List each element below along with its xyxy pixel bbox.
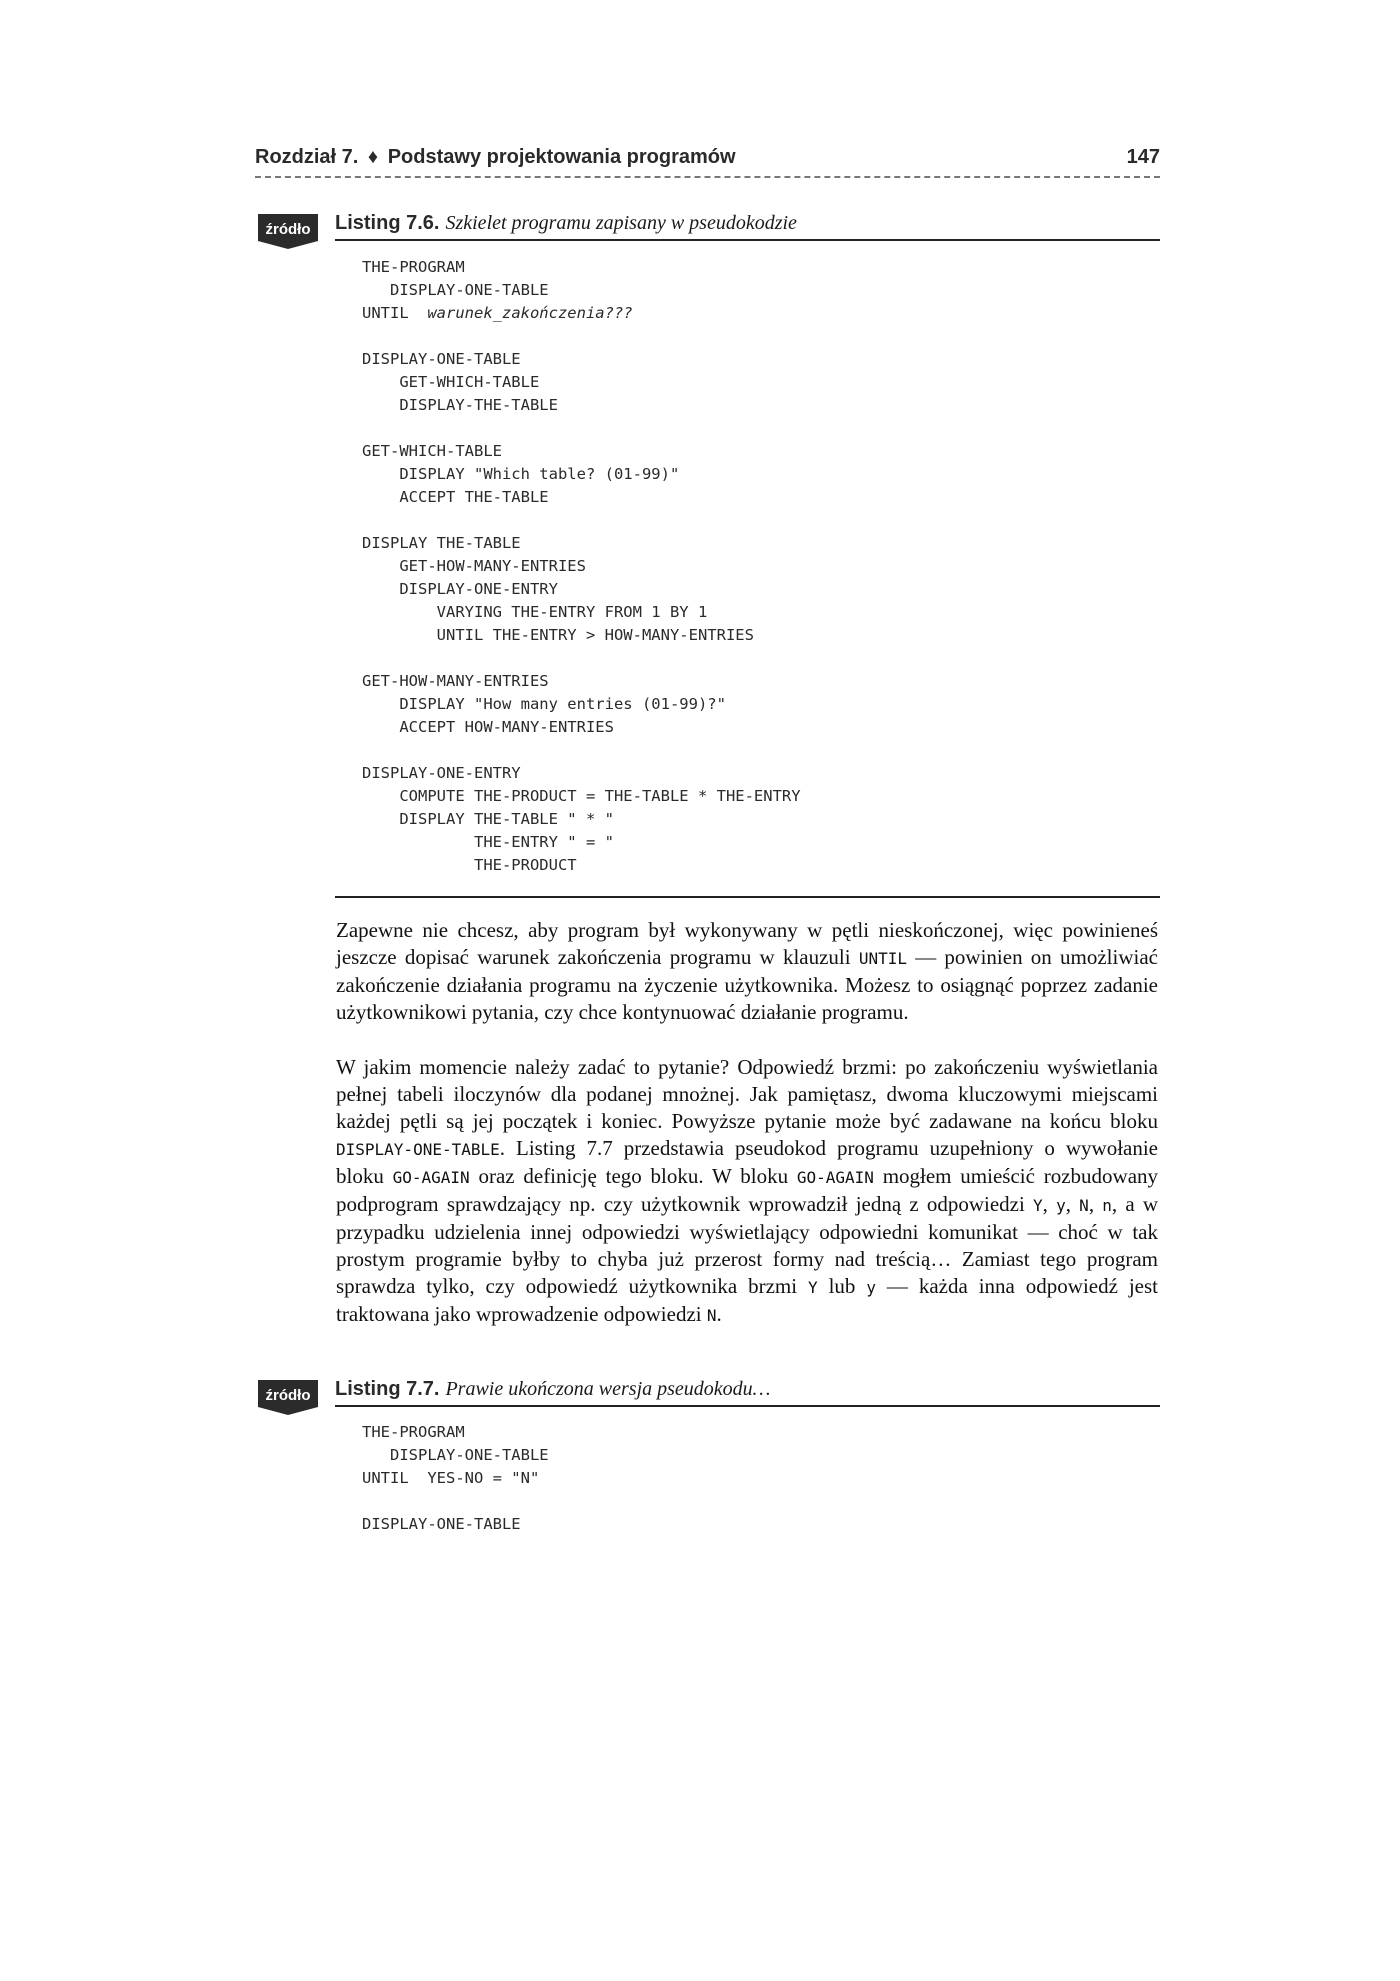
listing-caption-7-7	[335, 1378, 1160, 1401]
code-line	[362, 739, 801, 762]
code-line: THE-ENTRY " = "	[362, 833, 614, 851]
code-line: GET-HOW-MANY-ENTRIES	[362, 557, 586, 575]
running-head-chapter	[255, 146, 736, 169]
listing-top-rule	[335, 1405, 1160, 1407]
text-run: . Listing 7.7 przedstawia pseudokod programu uzupełniony o wywołanie bloku	[336, 1136, 1158, 1188]
code-line: THE-PRODUCT	[362, 856, 577, 874]
text-run: ,	[1065, 1192, 1080, 1216]
text-run: Zapewne nie chcesz, aby program był wykonywany w pętli nieskończonej, więc powinieneś jeszcze dopisać warunek zakończenia programu w klauzuli	[336, 918, 1158, 969]
code-line	[362, 417, 801, 440]
inline-code: UNTIL	[858, 949, 907, 968]
code-line: UNTIL YES-NO = "N"	[362, 1469, 540, 1487]
code-line: ACCEPT HOW-MANY-ENTRIES	[362, 718, 614, 736]
code-line: DISPLAY-ONE-ENTRY	[362, 580, 558, 598]
text-run: .	[716, 1302, 722, 1326]
code-keyword: UNTIL	[362, 304, 428, 322]
text-run: W jakim momencie należy zadać to pytanie? Odpowiedź brzmi: po zakończeniu wyświetlania pełnej tabeli iloczynów dla podanej mnożnej. Jak pamiętasz, dwoma kluczowymi miejscami każdej pętli są jej początek i koniec. Powyższe pytanie może być zadawane na końcu bloku	[336, 1055, 1158, 1133]
text-run: — powinien on umożliwiać zakończenie działania programu na życzenie użytkownika. Możesz to osiągnąć poprzez zadanie użytkownikowi pytania, czy chce kontynuować działanie programu.	[336, 945, 1158, 1024]
inline-code: N	[1079, 1196, 1089, 1215]
code-line: DISPLAY "How many entries (01-99)?"	[362, 695, 726, 713]
listing-caption-7-6	[335, 212, 1160, 235]
code-line: DISPLAY-ONE-ENTRY	[362, 764, 521, 782]
text-run: oraz definicję tego bloku. W bloku	[469, 1164, 797, 1188]
code-line: GET-HOW-MANY-ENTRIES	[362, 672, 549, 690]
text-run: — każda inna odpowiedź jest traktowana jako wprowadzenie odpowiedzi	[336, 1274, 1158, 1326]
code-line: DISPLAY "Which table? (01-99)"	[362, 465, 680, 483]
source-badge-label: źródło	[265, 1387, 311, 1404]
code-line	[362, 302, 801, 325]
source-badge-icon	[256, 212, 320, 252]
source-badge-label: źródło	[265, 221, 311, 238]
text-run: ,	[1088, 1192, 1103, 1216]
text-run: , a w przypadku udzielenia innej odpowiedzi wyświetlający odpowiedni komunikat — choć w tak prostym programie byłby to chyba już przerost formy nad treścią… Zamiast tego program sprawdza tylko, czy odpowiedź użytkownika brzmi	[336, 1192, 1158, 1298]
inline-code: DISPLAY-ONE-TABLE	[336, 1140, 500, 1159]
code-line: COMPUTE THE-PRODUCT = THE-TABLE * THE-ENTRY	[362, 787, 801, 805]
inline-code: Y	[808, 1278, 818, 1297]
header-rule	[255, 176, 1160, 178]
code-line: VARYING THE-ENTRY FROM 1 BY 1	[362, 603, 708, 621]
text-run: lub	[817, 1274, 867, 1298]
listing-label: Listing 7.7.	[335, 1378, 440, 1400]
inline-code: Y	[1033, 1196, 1043, 1215]
code-line: DISPLAY-ONE-TABLE	[362, 1515, 521, 1533]
listing-label: Listing 7.6.	[335, 212, 440, 234]
code-line	[362, 647, 801, 670]
code-line: THE-PROGRAM	[362, 1423, 465, 1441]
code-listing-7-7	[362, 1421, 549, 1536]
inline-code: GO-AGAIN	[392, 1168, 470, 1187]
code-line: DISPLAY THE-TABLE	[362, 534, 521, 552]
code-line: DISPLAY-THE-TABLE	[362, 396, 558, 414]
listing-top-rule	[335, 239, 1160, 241]
code-line: UNTIL THE-ENTRY > HOW-MANY-ENTRIES	[362, 626, 754, 644]
code-italic-fragment: warunek_zakończenia???	[427, 304, 633, 322]
code-line: GET-WHICH-TABLE	[362, 442, 502, 460]
listing-description: Prawie ukończona wersja pseudokodu…	[445, 1378, 771, 1400]
code-line	[362, 1490, 549, 1513]
inline-code: GO-AGAIN	[796, 1168, 874, 1187]
listing-bottom-rule	[335, 896, 1160, 898]
inline-code: y	[1056, 1196, 1066, 1215]
code-line: GET-WHICH-TABLE	[362, 373, 540, 391]
inline-code: y	[866, 1278, 876, 1297]
page-number: 147	[1126, 146, 1160, 168]
code-listing-7-6	[362, 256, 801, 877]
paragraph-1	[336, 917, 1158, 1026]
code-line	[362, 325, 801, 348]
source-badge-icon	[256, 1378, 320, 1418]
text-run: mogłem umieścić rozbudowany podprogram sprawdzający np. czy użytkownik wprowadził jedną z odpowiedzi	[336, 1164, 1159, 1216]
code-line: ACCEPT THE-TABLE	[362, 488, 549, 506]
code-line	[362, 509, 801, 532]
paragraph-2	[336, 1054, 1158, 1329]
code-line: THE-PROGRAM	[362, 258, 465, 276]
chapter-title: Podstawy projektowania programów	[387, 146, 736, 168]
inline-code: n	[1102, 1196, 1112, 1215]
code-line: DISPLAY-ONE-TABLE	[362, 281, 549, 299]
text-run: ,	[1042, 1192, 1057, 1216]
code-line: DISPLAY-ONE-TABLE	[362, 350, 521, 368]
chapter-number: Rozdział 7.	[255, 146, 359, 168]
inline-code: N	[706, 1306, 717, 1325]
code-line: DISPLAY-ONE-TABLE	[362, 1446, 549, 1464]
code-line: DISPLAY THE-TABLE " * "	[362, 810, 614, 828]
listing-description: Szkielet programu zapisany w pseudokodzie	[445, 212, 797, 234]
diamond-separator-icon: ♦	[367, 146, 379, 168]
